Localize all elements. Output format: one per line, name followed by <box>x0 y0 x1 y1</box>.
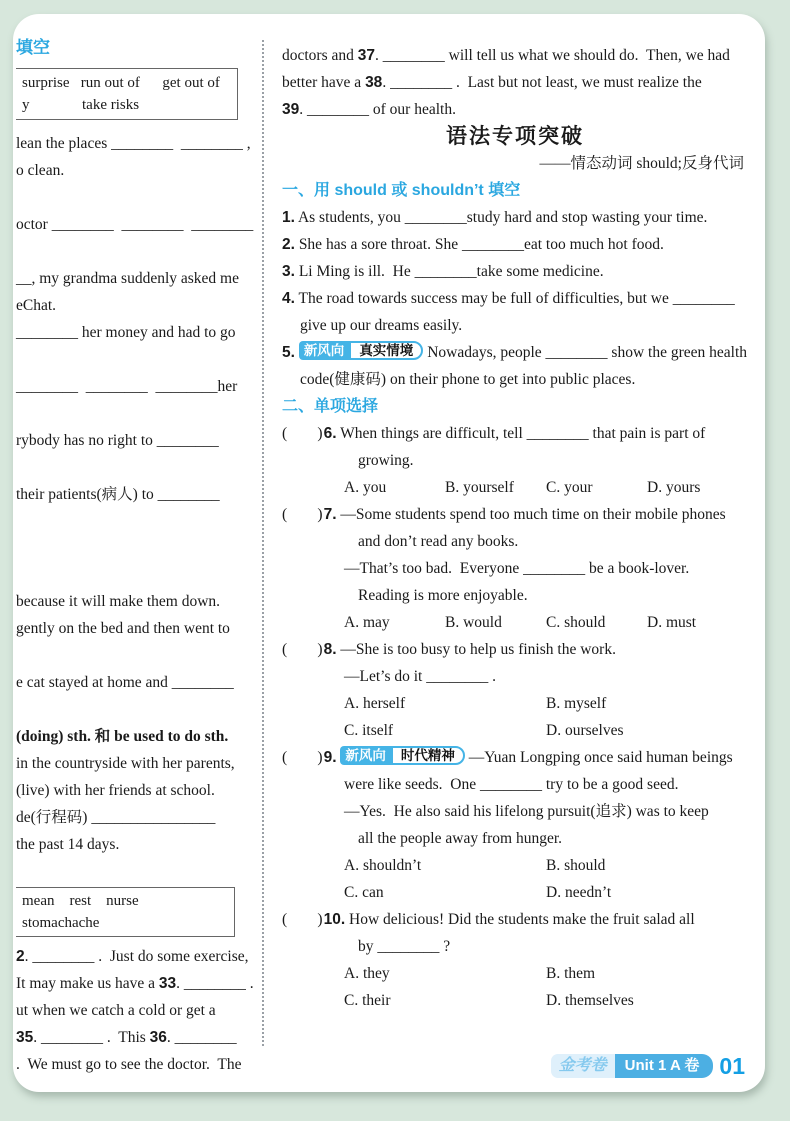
text-segment: —Some students spend too much time on their mobile phones <box>336 506 726 523</box>
text-segment: (doing) sth. 和 be used to do sth. <box>16 728 229 745</box>
text-segment: . ________ <box>166 1029 237 1046</box>
question-line <box>282 528 748 555</box>
question-line <box>282 933 748 960</box>
text-segment: 3. <box>282 263 295 280</box>
text-segment: 2 <box>16 948 25 965</box>
text-segment: B. myself <box>546 695 607 712</box>
text-segment: ( ) <box>282 641 324 658</box>
word-bank-box-2 <box>16 887 235 937</box>
text-segment: ——情态动词 should;反身代词 <box>539 155 744 172</box>
text-segment: because it will make them down. <box>16 593 221 610</box>
text-segment: 33 <box>158 975 177 992</box>
text-segment: code(健康码) on their phone to get into public places. <box>300 371 636 388</box>
text-segment: 4. <box>282 290 295 307</box>
text-segment: rybody has no right to ________ <box>16 432 219 449</box>
text-segment: —She is too busy to help us finish the work. <box>336 641 616 658</box>
text-line <box>16 804 261 831</box>
options-row <box>282 474 748 501</box>
text-segment: C. their <box>344 992 391 1009</box>
text-line <box>16 319 261 346</box>
word-bank-row: y take risks <box>22 97 140 113</box>
tag-badge-zeitgeist: 时代精神 <box>391 746 465 765</box>
options-row <box>282 690 748 717</box>
right-text-block <box>282 42 748 1014</box>
question-line <box>282 285 748 312</box>
question-line <box>282 771 748 798</box>
text-segment: 6. <box>323 425 337 442</box>
text-segment: The road towards success may be full of difficulties, but we ________ <box>294 290 735 307</box>
text-segment: . We must go to see the doctor. The <box>16 1056 242 1073</box>
page-footer <box>551 1054 745 1078</box>
text-segment: Reading is more enjoyable. <box>358 587 528 604</box>
question-line <box>282 636 748 663</box>
brand-logo: 金考卷 <box>551 1054 615 1078</box>
text-segment: ________ her money and had to go <box>16 324 236 341</box>
text-segment: . ________ of our health. <box>299 101 456 118</box>
paragraph-line <box>282 96 748 123</box>
text-segment: D. must <box>647 614 697 631</box>
question-line <box>282 501 748 528</box>
text-segment: lean the places ________ ________ , <box>16 135 251 152</box>
text-segment: 38 <box>365 74 383 91</box>
text-segment: When things are difficult, tell ________ that pain is part of <box>336 425 706 442</box>
text-segment: D. yours <box>647 479 701 496</box>
question-line <box>282 420 748 447</box>
text-segment: gently on the bed and then went to <box>16 620 230 637</box>
text-segment: . ________ . Last but not least, we must realize the <box>382 74 702 91</box>
text-segment: octor ________ ________ ________ <box>16 216 254 233</box>
text-segment: —Let’s do it ________ . <box>344 668 496 685</box>
left-text-block-upper <box>16 130 261 858</box>
text-segment: in the countryside with her parents, <box>16 755 235 772</box>
options-row <box>282 717 748 744</box>
word-bank-box <box>16 68 238 120</box>
options-row <box>282 609 748 636</box>
text-line <box>16 157 261 184</box>
section-heading <box>282 123 748 150</box>
fill-in-section-header: 填空 <box>16 38 50 57</box>
text-line <box>16 831 261 858</box>
text-line <box>16 211 261 238</box>
left-column <box>13 14 261 1092</box>
text-segment: the past 14 days. <box>16 836 120 853</box>
text-segment: 1. <box>282 209 295 226</box>
right-column <box>282 14 748 1014</box>
text-segment: 一、用 should 或 shouldn’t 填空 <box>282 182 521 199</box>
question-line <box>282 744 748 771</box>
text-segment: 10. <box>323 911 346 928</box>
text-segment: 二、单项选择 <box>282 398 379 415</box>
paragraph-line <box>282 69 748 96</box>
text-line <box>16 588 261 615</box>
text-segment: give up our dreams easily. <box>300 317 463 334</box>
text-segment: B. would <box>445 614 502 631</box>
tag-badge-new-trend: 新风向 <box>299 341 350 360</box>
text-segment: o clean. <box>16 162 65 179</box>
text-segment: —Yuan Longping once said human beings <box>464 749 733 766</box>
text-line <box>16 723 261 750</box>
text-segment: better have a <box>282 74 366 91</box>
text-segment: D. themselves <box>546 992 634 1009</box>
text-segment: —Yes. He also said his lifelong pursuit(追求) was to keep <box>344 803 709 820</box>
text-segment: B. yourself <box>445 479 514 496</box>
question-line <box>282 312 748 339</box>
worksheet-page <box>13 14 765 1092</box>
text-segment: __, my grandma suddenly asked me <box>16 270 239 287</box>
column-divider <box>262 40 264 1046</box>
text-segment: their patients(病人) to ________ <box>16 486 220 503</box>
text-segment: 8. <box>323 641 337 658</box>
text-segment: It may make us have a <box>16 975 159 992</box>
text-segment: 5. <box>282 344 295 361</box>
text-segment: 9. <box>323 749 337 766</box>
text-segment: by ________ ? <box>358 938 451 955</box>
text-segment: Nowadays, people ________ show the green health <box>423 344 748 361</box>
text-segment: 语法专项突破 <box>446 124 584 148</box>
question-line <box>282 366 748 393</box>
text-line <box>16 265 261 292</box>
question-line <box>282 258 748 285</box>
question-line <box>282 231 748 258</box>
text-line <box>16 970 261 997</box>
text-segment: D. needn’t <box>546 884 612 901</box>
text-line <box>16 292 261 319</box>
options-row <box>282 960 748 987</box>
text-line <box>16 615 261 642</box>
text-segment: were like seeds. One ________ try to be a good seed. <box>344 776 679 793</box>
text-line <box>16 669 261 696</box>
text-line <box>16 481 261 508</box>
text-segment: 39 <box>282 101 300 118</box>
question-line <box>282 339 748 366</box>
text-segment: (live) with her friends at school. <box>16 782 215 799</box>
text-segment: A. you <box>344 479 387 496</box>
text-line <box>16 750 261 777</box>
text-segment: . ________ will tell us what we should do. Then, we had <box>375 47 730 64</box>
text-segment: e cat stayed at home and ________ <box>16 674 234 691</box>
tag-badge-new-trend: 新风向 <box>340 746 391 765</box>
text-segment: C. can <box>344 884 384 901</box>
question-line <box>282 663 748 690</box>
left-text-block-lower <box>16 943 261 1078</box>
text-segment: A. shouldn’t <box>344 857 422 874</box>
section-subheading <box>282 150 748 177</box>
text-segment: ut when we catch a cold or get a <box>16 1002 216 1019</box>
question-line <box>282 555 748 582</box>
text-segment: C. itself <box>344 722 394 739</box>
paragraph-line <box>282 42 748 69</box>
text-segment: growing. <box>358 452 414 469</box>
text-segment: ( ) <box>282 425 324 442</box>
text-segment: A. they <box>344 965 390 982</box>
text-segment: B. them <box>546 965 596 982</box>
text-line <box>16 130 261 157</box>
text-line <box>16 1051 261 1078</box>
text-segment: How delicious! Did the students make the fruit salad all <box>345 911 695 928</box>
text-segment: ( ) <box>282 911 324 928</box>
text-line <box>16 427 261 454</box>
text-segment: D. ourselves <box>546 722 624 739</box>
text-segment: ________ ________ ________her <box>16 378 238 395</box>
page-number: 01 <box>719 1053 745 1079</box>
question-line <box>282 798 748 825</box>
text-segment: C. should <box>546 614 606 631</box>
part-two-title <box>282 393 748 420</box>
text-segment: —That’s too bad. Everyone ________ be a book-lover. <box>344 560 690 577</box>
options-row <box>282 879 748 906</box>
text-segment: 2. <box>282 236 295 253</box>
text-line <box>16 943 261 970</box>
text-segment: 37 <box>357 47 376 64</box>
tag-badge-real-context: 真实情境 <box>349 341 423 360</box>
text-segment: . ________ . This <box>33 1029 150 1046</box>
text-segment: C. your <box>546 479 593 496</box>
word-bank-row: surprise run out of get out of <box>22 75 220 91</box>
text-line <box>16 777 261 804</box>
word-bank-row: mean rest nurse stomachache <box>22 893 154 931</box>
question-line <box>282 447 748 474</box>
text-line <box>16 1024 261 1051</box>
text-segment: 36 <box>149 1029 167 1046</box>
question-line <box>282 204 748 231</box>
text-segment: 7. <box>323 506 337 523</box>
text-segment: ( ) <box>282 506 324 523</box>
options-row <box>282 852 748 879</box>
unit-label: Unit 1 A 卷 <box>615 1054 714 1078</box>
options-row <box>282 987 748 1014</box>
text-segment: eChat. <box>16 297 57 314</box>
text-line <box>16 373 261 400</box>
part-one-title <box>282 177 748 204</box>
text-segment: and don’t read any books. <box>358 533 519 550</box>
text-segment: ( ) <box>282 749 324 766</box>
text-segment: . ________ . Just do some exercise, <box>24 948 249 965</box>
text-segment: 35 <box>16 1029 34 1046</box>
question-line <box>282 582 748 609</box>
text-segment: A. herself <box>344 695 406 712</box>
text-segment: As students, you ________study hard and stop wasting your time. <box>294 209 708 226</box>
text-segment: doctors and <box>282 47 358 64</box>
text-segment: . ________ . <box>176 975 254 992</box>
text-segment: all the people away from hunger. <box>358 830 563 847</box>
text-segment: de(行程码) ________________ <box>16 809 216 826</box>
question-line <box>282 825 748 852</box>
text-segment: She has a sore throat. She ________eat too much hot food. <box>294 236 664 253</box>
text-line <box>16 997 261 1024</box>
question-line <box>282 906 748 933</box>
text-segment: Li Ming is ill. He ________take some medicine. <box>294 263 604 280</box>
text-segment: B. should <box>546 857 606 874</box>
text-segment: A. may <box>344 614 390 631</box>
